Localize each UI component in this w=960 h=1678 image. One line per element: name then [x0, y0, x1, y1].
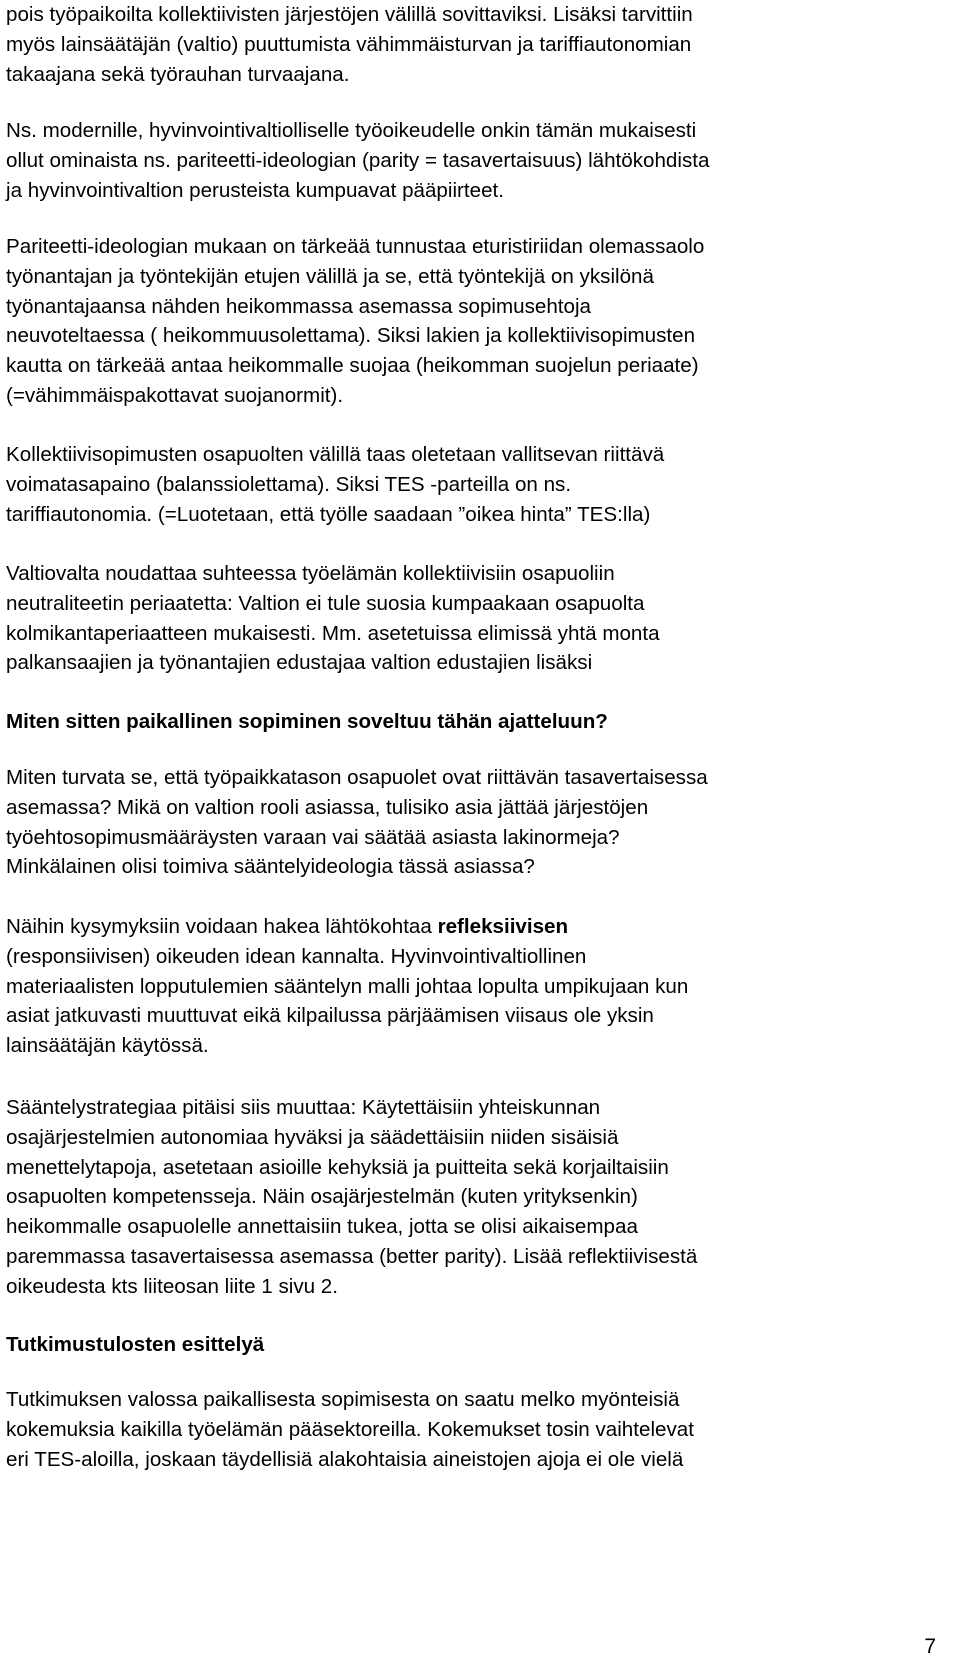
text-line: Valtiovalta noudattaa suhteessa työelämän kollektiivisiin osapuoliin: [6, 562, 615, 585]
text-line: työehtosopimusmääräysten varaan vai säätää asiasta lakinormeja?: [6, 825, 620, 849]
text-line: paremmassa tasavertaisessa asemassa (better parity). Lisää reflektiivisestä: [6, 1244, 698, 1268]
text-line: oikeudesta kts liiteosan liite 1 sivu 2.: [6, 1274, 338, 1298]
text-line: pois työpaikoilta kollektiivisten järjestöjen välillä sovittaviksi. Lisäksi tarvittiin: [6, 3, 693, 26]
text-line: neuvoteltaessa ( heikommuusolettama). Siksi lakien ja kollektiivisopimusten: [6, 324, 696, 348]
text-line: [6, 912, 688, 942]
text-line: lainsäätäjän käytössä.: [6, 1034, 209, 1058]
paragraph-8: [6, 1093, 697, 1302]
text-line: (responsiivisen) oikeuden idean kannalta. Hyvinvointivaltiollinen: [6, 944, 587, 968]
section-heading: [6, 707, 608, 737]
text-line: myös lainsäätäjän (valtio) puuttumista vähimmäisturvan ja tariffiautonomian: [6, 32, 692, 56]
section-heading: [6, 1330, 264, 1360]
paragraph-7: [6, 912, 688, 1061]
text-line: työnantajaansa nähden heikommassa asemassa sopimusehtoja: [6, 294, 591, 318]
text-line: Kollektiivisopimusten osapuolten välillä taas oletetaan vallitsevan riittävä: [6, 443, 665, 466]
text-line: Minkälainen olisi toimiva sääntelyideologia tässä asiassa?: [6, 855, 535, 879]
text-line: tariffiautonomia. (=Luotetaan, että työlle saadaan ”oikea hinta” TES:lla): [6, 502, 651, 526]
text-line: osapuolten kompetensseja. Näin osajärjestelmän (kuten yrityksenkin): [6, 1185, 638, 1209]
text-line: neutraliteetin periaatetta: Valtion ei tule suosia kumpaakaan osapuolta: [6, 591, 645, 615]
paragraph-4: [6, 440, 664, 529]
paragraph-1: [6, 0, 693, 89]
paragraph-2: [6, 116, 709, 205]
text-run: Näihin kysymyksiin voidaan hakea lähtökohtaa: [6, 915, 438, 938]
text-line: kolmikantaperiaatteen mukaisesti. Mm. asetetuissa elimissä yhtä monta: [6, 621, 660, 645]
text-line: (=vähimmäispakottavat suojanormit).: [6, 383, 344, 407]
text-line: kautta on tärkeää antaa heikommalle suojaa (heikomman suojelun periaate): [6, 354, 699, 378]
heading-text: Miten sitten paikallinen sopiminen soveltuu tähän ajatteluun?: [6, 710, 608, 733]
text-line: ja hyvinvointivaltion perusteista kumpuavat pääpiirteet.: [6, 178, 504, 202]
text-line: menettelytapoja, asetetaan asioille kehyksiä ja puitteita sekä korjailtaisiin: [6, 1155, 669, 1179]
paragraph-3: [6, 232, 704, 411]
text-line: Sääntelystrategiaa pitäisi siis muuttaa: Käytettäisiin yhteiskunnan: [6, 1096, 601, 1119]
paragraph-6: [6, 763, 708, 882]
paragraph-9: [6, 1385, 694, 1474]
text-line: heikommalle osapuolelle annettaisiin tukea, jotta se olisi aikaisempaa: [6, 1215, 638, 1239]
text-line: Ns. modernille, hyvinvointivaltiolliselle työoikeudelle onkin tämän mukaisesti: [6, 119, 697, 142]
text-line: Pariteetti-ideologian mukaan on tärkeää tunnustaa eturistiriidan olemassaolo: [6, 235, 705, 258]
paragraph-5: [6, 559, 660, 678]
text-line: voimatasapaino (balanssiolettama). Siksi TES -parteilla on ns.: [6, 472, 572, 496]
text-line: osajärjestelmien autonomiaa hyväksi ja säädettäisiin niiden sisäisiä: [6, 1125, 619, 1149]
text-line: kokemuksia kaikilla työelämän pääsektoreilla. Kokemukset tosin vaihtelevat: [6, 1417, 694, 1441]
text-line: asiat jatkuvasti muuttuvat eikä kilpailussa pärjäämisen viisaus ole yksin: [6, 1004, 654, 1028]
text-line: ollut ominaista ns. pariteetti-ideologian (parity = tasavertaisuus) lähtökohdista: [6, 148, 710, 172]
heading-text: Tutkimustulosten esittelyä: [6, 1333, 265, 1356]
text-line: eri TES-aloilla, joskaan täydellisiä alakohtaisia aineistojen ajoja ei ole vielä: [6, 1447, 684, 1471]
text-line: palkansaajien ja työnantajien edustajaa valtion edustajien lisäksi: [6, 651, 593, 675]
text-line: Tutkimuksen valossa paikallisesta sopimisesta on saatu melko myönteisiä: [6, 1388, 680, 1411]
text-line: työnantajan ja työntekijän etujen välillä ja se, että työntekijä on yksilönä: [6, 264, 654, 288]
text-line: Miten turvata se, että työpaikkatason osapuolet ovat riittävän tasavertaisessa: [6, 766, 708, 789]
text-line: takaajana sekä työrauhan turvaajana.: [6, 62, 350, 86]
text-line: materiaalisten lopputulemien sääntelyn malli johtaa lopulta umpikujaan kun: [6, 974, 689, 998]
page-number: 7: [924, 1635, 936, 1658]
bold-term: refleksiivisen: [437, 915, 569, 938]
text-line: asemassa? Mikä on valtion rooli asiassa, tulisiko asia jättää järjestöjen: [6, 795, 649, 819]
